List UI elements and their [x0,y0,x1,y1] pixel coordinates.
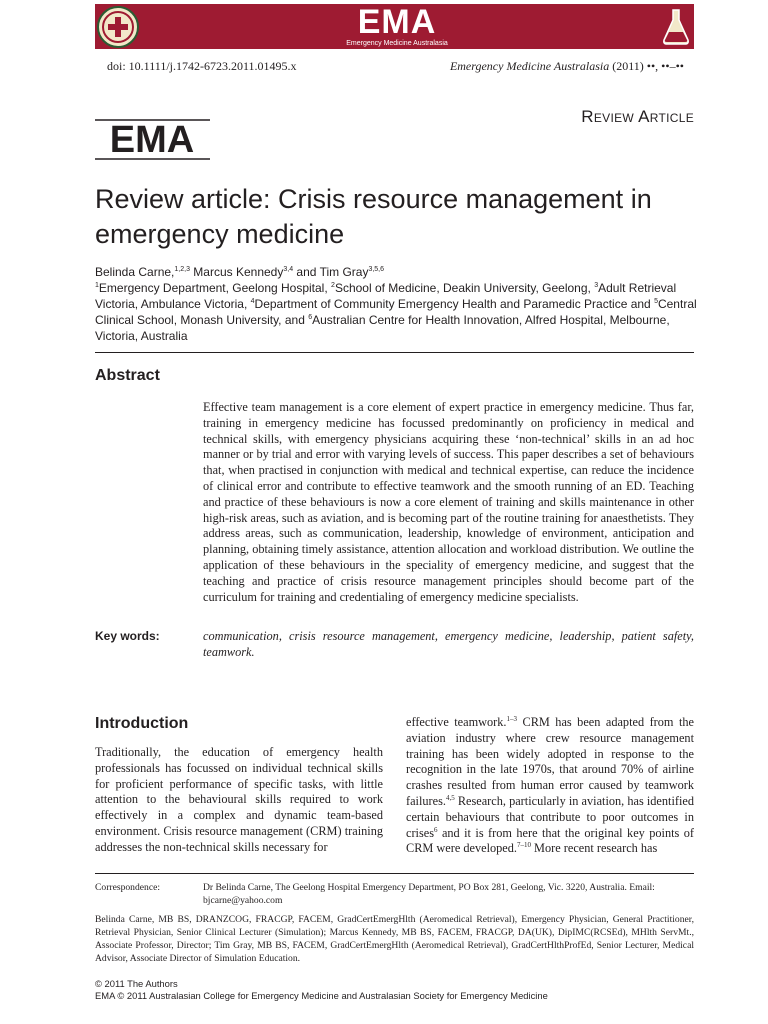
abstract-body: Effective team management is a core element of expert practice in emergency medicine. Thus far, training in emergency medicine has focussed predominantly on proficiency in medical and technical skills, with emergency physicians acquiring these ‘non-technical’ skills in an ad hoc manner or by trial and error with varying levels of success. This paper describes a set of behaviours that, when practised in conjunction with medical and technical expertise, can reduce the incidence of clinical error and contribute to effective teamwork and the smooth running of an ED. Teaching and practice of these behaviours is now a core element of training and skills maintenance in other high-risk areas, such as aviation, and is becoming part of the routine training for anaesthetists. They address areas, such as communication, leadership, knowledge of environment, anticipation and planning, obtaining timely assistance, attention allocation and workload distribution. We outline the application of these behaviours in the speciality of emergency medicine, and suggest that the teaching and practice of crisis resource management principles should become part of the curriculum for training and credentialing of emergency medicine specialists. [203,400,694,604]
author-affiliation-sup: 1,2,3 [174,266,190,273]
banner-logo-text: EMA [357,3,437,41]
affiliation-text: Adult Retrieval Victoria, Ambulance Victoria, [95,281,677,311]
abstract-heading: Abstract [95,367,160,384]
affiliation-text: Emergency Department, Geelong Hospital, [98,281,332,295]
affiliation-text: Australian Centre for Health Innovation, Alfred Hospital, Melbourne, Victoria, Australia [95,313,670,343]
introduction-heading: Introduction [95,715,189,732]
journal-banner [95,4,694,49]
affiliation-text: School of Medicine, Deakin University, Geelong, [334,281,595,295]
affiliation-text: Central Clinical School, Monash University, and [95,297,697,327]
affiliation-sup: 5 [654,298,658,305]
ema-logo [95,117,210,162]
article-title: Review article: Crisis resource management in emergency medicine [95,184,652,249]
citation-sup: 1–3 [506,714,518,723]
copyright [95,978,694,1002]
copyright-line-1: © 2011 The Authors [95,978,178,989]
author-bios: Belinda Carne, MB BS, DRANZCOG, FRACGP, FACEM, GradCertEmergHlth (Aeromedical Retrieval), Emergency Physician, General Practitioner, Retrieval Physician, Senior Clinical Lecturer (Simulation); Marcus Kennedy, MB BS, FACEM, FRACGP, DA(UK), DipIMC(RCSEd), MHlth ServMt., Associate Professor, Director; Tim Gray, MB BS, FACEM, GradCertEmergHlth (Aeromedical Retrieval), GradCertHlthProfEd, Senior Lecturer, Medical Advisor, Associate Director of Simulation Education. [95,914,694,964]
citation-sup: 7–10 [516,841,531,850]
journal-name: Emergency Medicine Australasia [449,59,610,73]
correspondence-text: Dr Belinda Carne, The Geelong Hospital Emergency Department, PO Box 281, Geelong, Vic. 3220, Australia. Email: bjcarne@yahoo.com [203,882,655,906]
citation-sup: 4,5 [445,793,455,802]
keywords-text: communication, crisis resource management, emergency medicine, leadership, patient safety, teamwork. [203,629,694,659]
flask-icon [662,8,690,46]
journal-reference [450,59,684,74]
intro-text-segment: More recent research has [530,841,658,856]
introduction-right-column [406,715,694,857]
introduction-left-column: Traditionally, the education of emergency health professionals has focussed on individual technical skills for proficient performance of specific tasks, with little attention to the behavioural skills required to work effectively in a complex and dynamic team-based environment. Crisis resource management (CRM) training addresses the non-technical skills necessary for [95,745,383,854]
author-affiliation-sup: 3,4 [283,266,294,273]
affiliation-sup: 1 [95,282,99,289]
author-name: Belinda Carne, [95,265,175,279]
journal-details: (2011) ••, ••–•• [609,59,684,73]
divider [95,873,694,874]
affiliation-sup: 4 [250,298,255,305]
intro-text-segment: Research, particularly in aviation, has identified certain behaviours that contribute to poor outcomes in crises [406,793,694,840]
banner-logo-subtext: Emergency Medicine Australasia [346,40,448,47]
affiliation-sup: 3 [594,282,599,289]
author-affiliation-sup: 3,5,6 [368,266,385,273]
affiliation-sup: 2 [331,282,335,289]
keywords-label: Key words: [95,629,160,643]
affiliations [95,280,705,344]
author-name: and Tim Gray [293,265,369,279]
banner-logo [342,4,452,49]
affiliation-sup: 6 [308,314,313,321]
acem-seal-icon [97,6,139,48]
correspondence-label: Correspondence: [95,882,161,893]
intro-text-segment: and it is from here that the original key points of CRM were developed. [406,825,694,856]
article-type: Review Article [581,107,694,126]
intro-text-segment: effective teamwork. [406,715,507,729]
ema-logo-text: EMA [109,119,195,161]
intro-text-segment: CRM has been adapted from the aviation industry where crew resource management training has been widely adopted in response to the recognition in the late 1970s, that around 70% of airline crashes resulted from human error caused by teamwork failures. [406,715,694,808]
copyright-line-2: EMA © 2011 Australasian College for Emergency Medicine and Australasian Society for Emergency Medicine [95,990,548,1001]
divider [95,352,694,353]
doi: doi: 10.1111/j.1742-6723.2011.01495.x [107,59,297,73]
authors [95,264,705,280]
author-name: Marcus Kennedy [189,265,284,279]
affiliation-text: Department of Community Emergency Health and Paramedic Practice and [254,297,655,311]
citation-sup: 6 [434,825,438,834]
